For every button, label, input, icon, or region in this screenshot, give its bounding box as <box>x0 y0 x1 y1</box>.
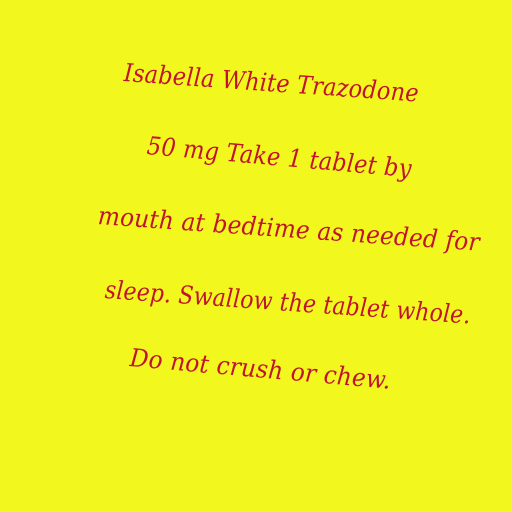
label-line-route: mouth at bedtime as needed for <box>96 201 481 257</box>
label-line-swallow-instruction: sleep. Swallow the tablet whole. <box>103 275 472 330</box>
label-line-warning: Do not crush or chew. <box>128 343 393 395</box>
label-line-patient-drug: Isabella White Trazodone <box>122 58 420 108</box>
label-line-dose: 50 mg Take 1 tablet by <box>145 131 413 184</box>
